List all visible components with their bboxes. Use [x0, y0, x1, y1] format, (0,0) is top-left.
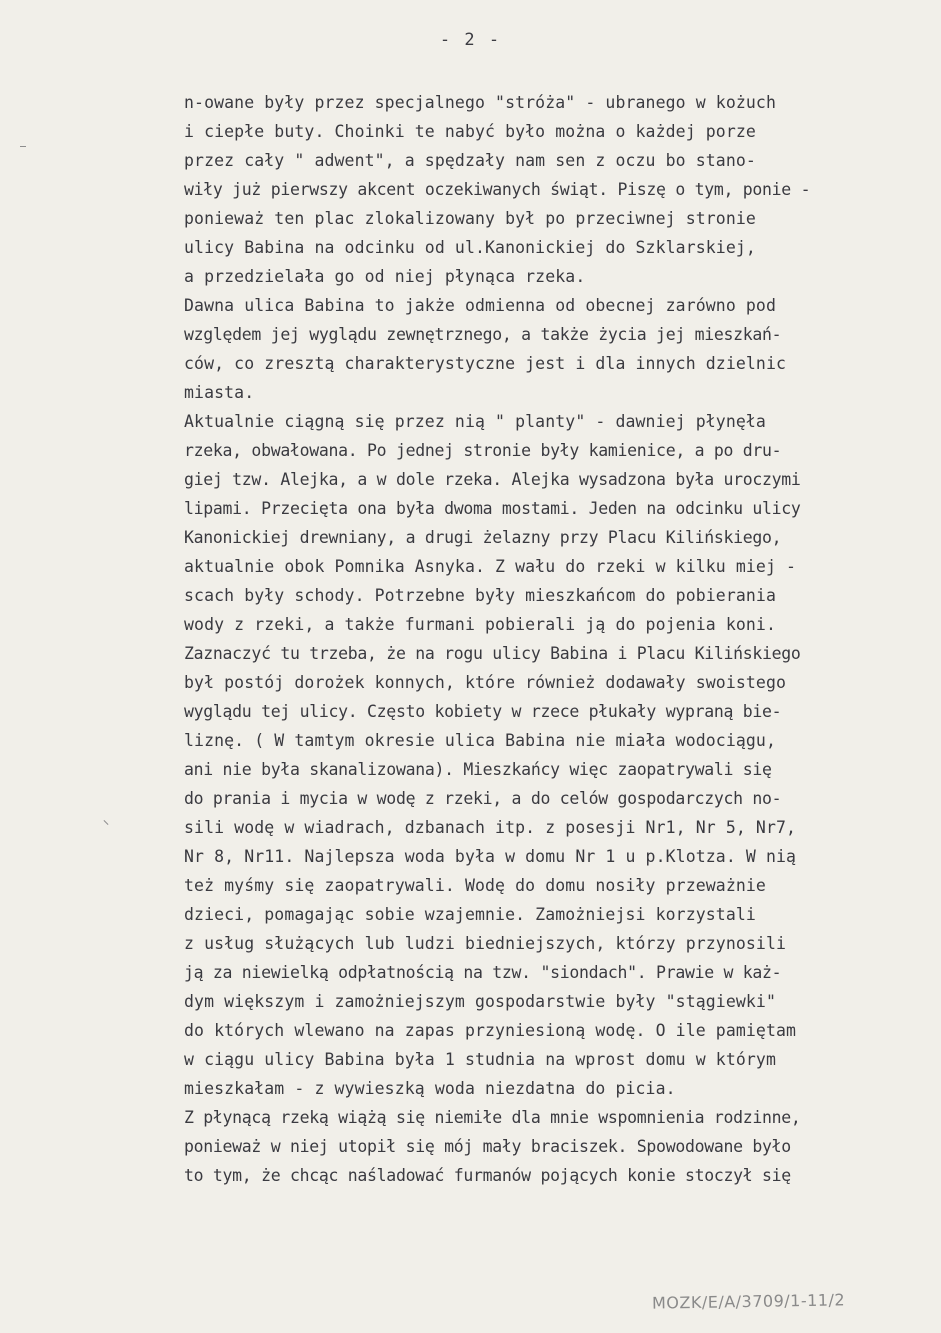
text-line: aktualnie obok Pomnika Asnyka. Z wału do rzeki w kilku miej -: [184, 557, 797, 576]
text-line: dzieci, pomagając sobie wzajemnie. Zamożniejsi korzystali: [184, 905, 756, 924]
text-line: ani nie była skanalizowana). Mieszkańcy więc zaopatrywali się: [184, 760, 772, 779]
margin-mark: [104, 820, 109, 825]
text-line: sili wodę w wiadrach, dzbanach itp. z posesji Nr1, Nr 5, Nr7,: [184, 818, 797, 837]
text-line: był postój dorożek konnych, które również dodawały swoistego: [184, 673, 787, 692]
text-line: a przedzielała go od niej płynąca rzeka.: [184, 267, 586, 286]
text-line: ją za niewielką odpłatnością na tzw. "siondach". Prawie w każ-: [184, 963, 782, 982]
text-line: to tym, że chcąc naśladować furmanów pojących konie stoczył się: [184, 1166, 791, 1185]
text-line: Aktualnie ciągną się przez nią " planty" - dawniej płynęła: [184, 412, 766, 431]
text-line: ponieważ ten plac zlokalizowany był po przeciwnej stronie: [184, 209, 756, 228]
text-line: z usług służących lub ludzi biedniejszych, którzy przynosili: [184, 934, 787, 953]
text-line: do których wlewano na zapas przyniesioną wodę. O ile pamiętam: [184, 1021, 797, 1040]
text-line: wody z rzeki, a także furmani pobierali ją do pojenia koni.: [184, 615, 776, 634]
text-line: względem jej wyglądu zewnętrznego, a także życia jej mieszkań-: [184, 325, 782, 344]
text-line: przez cały " adwent", a spędzały nam sen z oczu bo stano-: [184, 151, 756, 170]
text-line: do prania i mycia w wodę z rzeki, a do celów gospodarczych no-: [184, 789, 782, 808]
page-number: - 2 -: [439, 30, 502, 50]
text-line: mieszkałam - z wywieszką woda niezdatna do picia.: [184, 1079, 676, 1098]
text-line: też myśmy się zaopatrywali. Wodę do domu nosiły przeważnie: [184, 876, 766, 895]
text-line: wyglądu tej ulicy. Często kobiety w rzece płukały wypraną bie-: [184, 702, 782, 721]
text-line: Zaznaczyć tu trzeba, że na rogu ulicy Babina i Placu Kilińskiego: [184, 644, 801, 663]
text-line: wiły już pierwszy akcent oczekiwanych świąt. Piszę o tym, ponie -: [184, 180, 811, 199]
text-line: miasta.: [184, 383, 255, 402]
text-line: ulicy Babina na odcinku od ul.Kanonickiej do Szklarskiej,: [184, 238, 756, 257]
text-line: ców, co zresztą charakterystyczne jest i dla innych dzielnic: [184, 354, 787, 373]
text-line: dym większym i zamożniejszym gospodarstwie były "stągiewki": [184, 992, 776, 1011]
text-line: Dawna ulica Babina to jakże odmienna od obecnej zarówno pod: [184, 296, 776, 315]
archive-signature-stamp: MOZK/E/A/3709/1-11/2: [651, 1290, 846, 1313]
text-line: i ciepłe buty. Choinki te nabyć było można o każdej porze: [184, 122, 756, 141]
text-line: Kanonickiej drewniany, a drugi żelazny przy Placu Kilińskiego,: [184, 528, 782, 547]
text-line: rzeka, obwałowana. Po jednej stronie były kamienice, a po dru-: [184, 441, 782, 460]
text-line: ponieważ w niej utopił się mój mały braciszek. Spowodowane było: [184, 1137, 791, 1156]
text-line: liznę. ( W tamtym okresie ulica Babina nie miała wodociągu,: [184, 731, 776, 750]
text-line: giej tzw. Alejka, a w dole rzeka. Alejka wysadzona była uroczymi: [184, 470, 801, 489]
typewritten-body: [184, 88, 934, 1190]
text-line: scach były schody. Potrzebne były mieszkańcom do pobierania: [184, 586, 776, 605]
text-line: n-owane były przez specjalnego "stróża" - ubranego w kożuch: [184, 93, 776, 112]
text-line: Nr 8, Nr11. Najlepsza woda była w domu Nr 1 u p.Klotza. W nią: [184, 847, 797, 866]
text-line: Z płynącą rzeką wiążą się niemiłe dla mnie wspomnienia rodzinne,: [184, 1108, 801, 1127]
margin-mark: [20, 146, 26, 147]
text-line: lipami. Przecięta ona była dwoma mostami. Jeden na odcinku ulicy: [184, 499, 801, 518]
text-line: w ciągu ulicy Babina była 1 studnia na wprost domu w którym: [184, 1050, 776, 1069]
